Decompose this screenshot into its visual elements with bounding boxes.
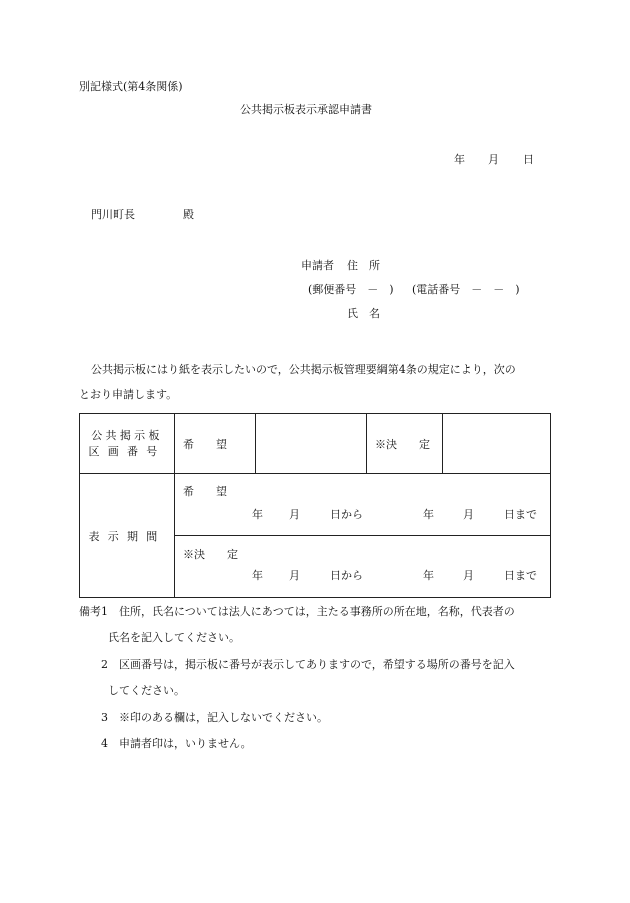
note-4: 4 申請者印は，いりません。 — [101, 737, 252, 750]
name-label: 氏 名 — [347, 307, 380, 320]
board-number-label-line-2: 区画番号 — [88, 444, 166, 458]
board-number-decided-label: ※決 定 — [375, 437, 430, 451]
application-table — [79, 413, 551, 598]
period-desired-label: 希 望 — [183, 485, 227, 498]
display-period-label: 表示期間 — [88, 529, 166, 543]
phone-number-field: (電話番号 － － ) — [412, 283, 520, 296]
date-month-label: 月 — [488, 153, 499, 166]
note-1-line-1: 備考1 住所，氏名については法人にあつては，主たる事務所の所在地，名称，代表者の — [79, 605, 515, 618]
body-line-1: 公共掲示板にはり紙を表示したいので，公共掲示板管理要綱第4条の規定により，次の — [91, 363, 516, 376]
board-number-label-line-1: 公共掲示板 — [91, 428, 163, 442]
addressee-honorific: 殿 — [183, 208, 194, 221]
period-desired-start-year: 年 — [252, 508, 263, 521]
board-number-desired-label: 希 望 — [183, 437, 227, 451]
address-label: 住 所 — [347, 259, 380, 272]
date-day-label: 日 — [523, 153, 534, 166]
note-2-line-2: してください。 — [108, 684, 185, 697]
table-row-board-number — [80, 414, 551, 474]
note-1-line-2: 氏名を記入してください。 — [108, 631, 240, 644]
board-number-desired-input[interactable] — [256, 414, 367, 474]
period-desired-input[interactable] — [175, 474, 551, 536]
period-decided-end-year: 年 — [423, 569, 434, 582]
board-number-decided-input — [443, 414, 551, 474]
form-reference: 別記様式(第4条関係) — [79, 80, 183, 93]
note-2-line-1: 2 区画番号は，掲示板に番号が表示してありますので，希望する場所の番号を記入 — [101, 658, 515, 671]
board-number-label-cell — [80, 414, 175, 474]
period-desired-start-day: 日から — [330, 508, 363, 521]
period-decided-end-day: 日まで — [504, 569, 537, 582]
board-number-decided-label-cell — [367, 414, 443, 474]
period-desired-start-month: 月 — [289, 508, 300, 521]
table-row-period-desired — [80, 474, 551, 536]
period-desired-end-day: 日まで — [504, 508, 537, 521]
period-decided-start-year: 年 — [252, 569, 263, 582]
note-3: 3 ※印のある欄は，記入しないでください。 — [101, 711, 328, 724]
body-line-2: とおり申請します。 — [79, 388, 178, 401]
period-decided-start-month: 月 — [289, 569, 300, 582]
period-decided-input — [175, 536, 551, 598]
board-number-desired-label-cell — [175, 414, 256, 474]
period-decided-start-day: 日から — [330, 569, 363, 582]
period-desired-end-month: 月 — [463, 508, 474, 521]
period-decided-label: ※決 定 — [183, 548, 238, 561]
document-title: 公共掲示板表示承認申請書 — [240, 103, 372, 116]
applicant-label: 申請者 — [301, 259, 334, 272]
period-desired-end-year: 年 — [423, 508, 434, 521]
date-year-label: 年 — [454, 153, 465, 166]
postal-code-field: (郵便番号 － ) — [308, 283, 394, 296]
display-period-label-cell — [80, 474, 175, 598]
addressee-name: 門川町長 — [91, 208, 135, 221]
period-decided-end-month: 月 — [463, 569, 474, 582]
